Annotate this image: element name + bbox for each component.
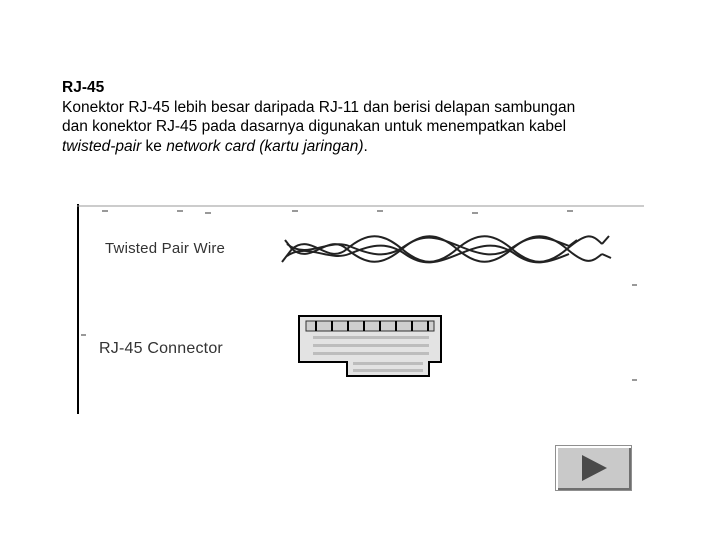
slide-text [62, 78, 662, 156]
body-line-1: Konektor RJ-45 lebih besar daripada RJ-11 dan berisi delapan sambungan [62, 98, 576, 116]
figure-drawing [77, 204, 644, 414]
twisted-pair-wire-label: Twisted Pair Wire [105, 240, 226, 257]
term-network-card: network card (kartu jaringan) [166, 137, 364, 155]
body-period: . [363, 137, 368, 155]
body-line-2: dan konektor RJ-45 pada dasarnya digunakan untuk menempatkan kabel [62, 118, 567, 135]
play-triangle-icon [556, 446, 631, 490]
next-slide-button[interactable] [555, 445, 632, 491]
slide-body [62, 98, 662, 157]
slide-title: RJ-45 [62, 79, 105, 96]
term-twisted-pair: twisted-pair [62, 137, 142, 155]
rj45-connector-illustration [299, 316, 441, 376]
twisted-pair-wire-illustration [282, 236, 611, 262]
body-connector-word: ke [141, 137, 167, 155]
rj45-connector-label: RJ-45 Connector [99, 340, 223, 357]
cable-figure [77, 204, 644, 414]
